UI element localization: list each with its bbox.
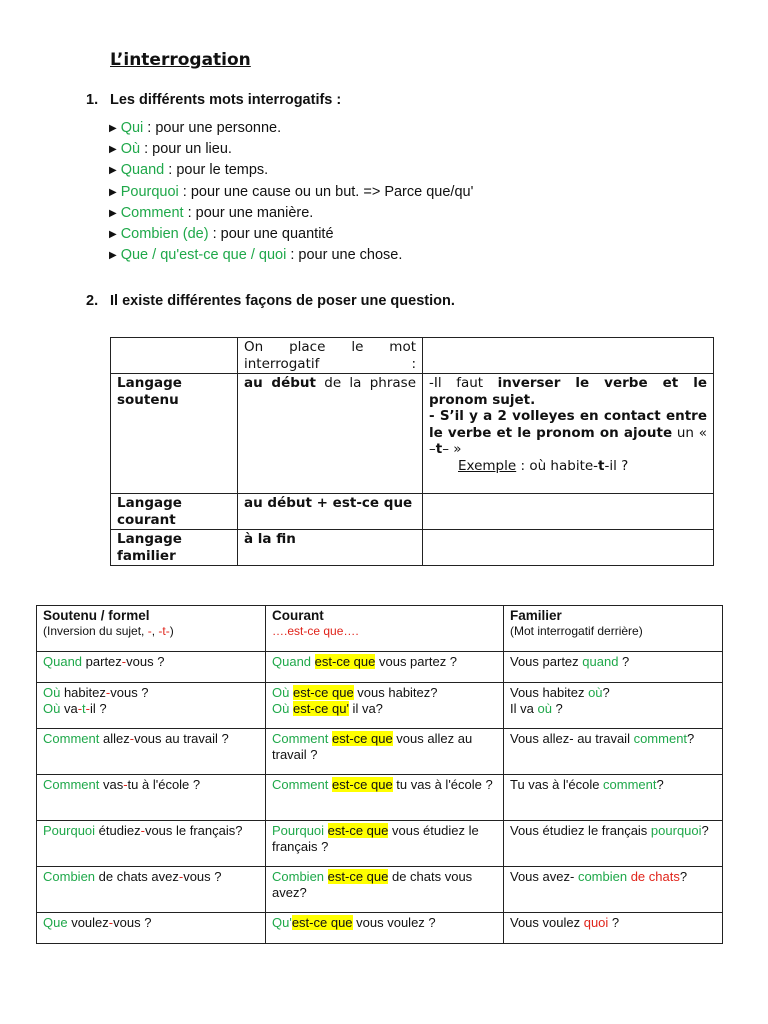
section-title: Il existe différentes façons de poser une question. <box>110 293 455 309</box>
section-title: Les différents mots interrogatifs : <box>110 92 342 108</box>
interrogative-word: Où <box>120 141 141 158</box>
formal-example: Pourquoi étudiez-vous le français? <box>37 821 266 867</box>
section-1-heading <box>86 92 341 108</box>
standard-example: Quand est-ce que vous partez ? <box>266 652 504 683</box>
list-item <box>109 224 473 245</box>
formal-example: Que voulez-vous ? <box>37 913 266 944</box>
position-cell: au début + est-ce que <box>238 494 423 530</box>
table-row <box>37 729 723 775</box>
register-label: Langage courant <box>111 494 238 530</box>
table-row <box>37 775 723 821</box>
list-item <box>109 118 473 139</box>
word-description: : pour une personne. <box>143 120 282 136</box>
triangle-bullet-icon: ▶ <box>109 144 117 156</box>
list-item <box>109 139 473 160</box>
column-header: Familier (Mot interrogatif derrière) <box>504 606 723 652</box>
formal-example: Comment vas-tu à l'école ? <box>37 775 266 821</box>
word-description: : pour un lieu. <box>140 141 232 158</box>
familiar-example: Vous étudiez le français pourquoi? <box>504 821 723 867</box>
interrogative-word: Comment <box>120 204 184 221</box>
word-description: : pour le temps. <box>164 162 269 179</box>
table-row <box>37 821 723 867</box>
triangle-bullet-icon: ▶ <box>109 250 117 262</box>
rule-note: -Il faut inverser le verbe et le pronom sujet. - S’il y a 2 volleyes en contact entre le verbe et le pronom on ajoute un « –t– » Exemple : où habite-t-il ? <box>423 374 714 494</box>
familiar-example: Vous partez quand ? <box>504 652 723 683</box>
column-header: Soutenu / formel (Inversion du sujet, -, -t-) <box>37 606 266 652</box>
triangle-bullet-icon: ▶ <box>109 165 117 177</box>
interrogative-words-list <box>109 118 473 266</box>
formal-example: Où habitez-vous ? Où va-t-il ? <box>37 683 266 729</box>
list-item <box>109 203 473 224</box>
column-header: Courant ….est-ce que…. <box>266 606 504 652</box>
interrogative-word: Que / qu'est-ce que / quoi <box>120 247 287 264</box>
table-row <box>111 338 714 374</box>
table-row <box>111 494 714 530</box>
table-cell <box>423 530 714 566</box>
table-row <box>37 683 723 729</box>
standard-example: Qu'est-ce que vous voulez ? <box>266 913 504 944</box>
section-number: 2. <box>86 293 99 309</box>
interrogative-word: Quand <box>120 162 165 179</box>
table-cell <box>423 338 714 374</box>
interrogative-word: Combien (de) <box>120 225 209 242</box>
triangle-bullet-icon: ▶ <box>109 228 117 240</box>
triangle-bullet-icon: ▶ <box>109 123 117 134</box>
register-table <box>110 337 714 566</box>
register-label: Langage familier <box>111 530 238 566</box>
list-item <box>109 245 473 266</box>
list-item <box>109 182 473 203</box>
position-cell: au début de la phrase <box>238 374 423 494</box>
position-cell: à la fin <box>238 530 423 566</box>
word-description: : pour une manière. <box>183 204 314 221</box>
table-row <box>37 652 723 683</box>
standard-example: Pourquoi est-ce que vous étudiez le français ? <box>266 821 504 867</box>
familiar-example: Vous avez- combien de chats? <box>504 867 723 913</box>
examples-table <box>36 605 723 944</box>
formal-example: Comment allez-vous au travail ? <box>37 729 266 775</box>
example-label: Exemple <box>458 457 517 474</box>
list-item <box>109 160 473 181</box>
standard-example: Comment est-ce que vous allez au travail ? <box>266 729 504 775</box>
table-row <box>111 374 714 494</box>
register-label: Langage soutenu <box>111 374 238 494</box>
word-description: : pour une quantité <box>208 225 334 242</box>
familiar-example: Tu vas à l'école comment? <box>504 775 723 821</box>
page-title: L’interrogation <box>110 50 251 70</box>
standard-example: Comment est-ce que tu vas à l'école ? <box>266 775 504 821</box>
familiar-example: Vous voulez quoi ? <box>504 913 723 944</box>
familiar-example: Vous habitez où? Il va où ? <box>504 683 723 729</box>
triangle-bullet-icon: ▶ <box>109 207 117 219</box>
word-description: : pour une cause ou un but. => Parce que/qu' <box>178 183 474 200</box>
section-number: 1. <box>86 92 99 108</box>
table-row <box>37 913 723 944</box>
table-header-row <box>37 606 723 652</box>
triangle-bullet-icon: ▶ <box>109 186 117 198</box>
table-cell <box>423 494 714 530</box>
table-row <box>111 530 714 566</box>
standard-example: Où est-ce que vous habitez? Où est-ce qu' il va? <box>266 683 504 729</box>
section-2-heading <box>86 293 455 309</box>
formal-example: Combien de chats avez-vous ? <box>37 867 266 913</box>
formal-example: Quand partez-vous ? <box>37 652 266 683</box>
word-description: : pour une chose. <box>286 247 403 264</box>
position-header: On place le mot interrogatif : <box>238 338 423 374</box>
familiar-example: Vous allez- au travail comment? <box>504 729 723 775</box>
table-cell <box>111 338 238 374</box>
table-row <box>37 867 723 913</box>
standard-example: Combien est-ce que de chats vous avez? <box>266 867 504 913</box>
interrogative-word: Qui <box>120 120 144 136</box>
interrogative-word: Pourquoi <box>120 183 179 200</box>
